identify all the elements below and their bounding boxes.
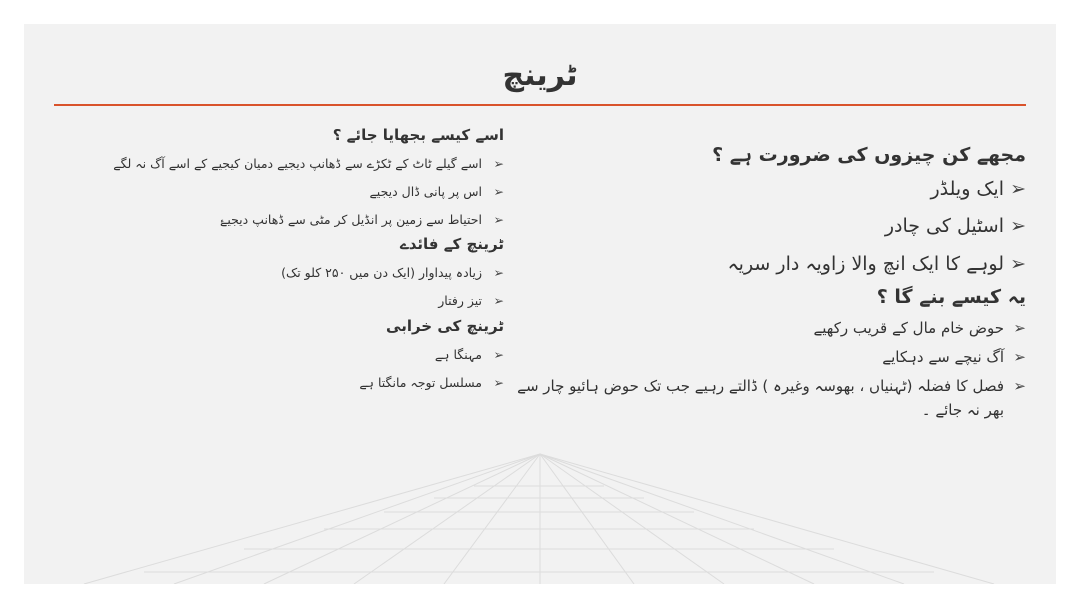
needs-item: [506, 211, 1026, 242]
right-column: [506, 140, 1026, 427]
extinguish-item-text: احتیاط سے زمین پر انڈیل کر مٹی سے ڈھانپ دیجیۓ: [220, 211, 482, 227]
drawbacks-item-text: مہنگا ہے: [434, 346, 482, 362]
needs-item: [506, 249, 1026, 280]
how-item-text: حوض خام مال کے قریب رکھیے: [813, 319, 1004, 338]
how-heading: یہ کیسے بنے گا ؟: [876, 286, 1026, 309]
how-item: [506, 374, 1026, 424]
arrow-bullet-icon: ➢: [1010, 178, 1026, 200]
needs-heading: مجھے کن چیزوں کی ضرورت ہے ؟: [712, 144, 1026, 166]
benefits-item-text: تیز رفتار: [438, 293, 482, 308]
extinguish-item: [64, 180, 504, 204]
slide: [24, 24, 1056, 584]
arrow-bullet-icon: ➢: [1013, 376, 1026, 395]
drawbacks-item: [64, 371, 504, 395]
how-item-text: فصل کا فضلہ (ٹہنیاں ، بھوسہ وغیرہ ) ڈالتے رہیے جب تک حوض ہائیو چار سے بھر نہ جائے ۔: [517, 376, 1004, 420]
title-underline: [54, 104, 1026, 106]
how-item: [506, 345, 1026, 370]
needs-item: [506, 174, 1026, 205]
benefits-heading: ٹرینچ کے فائدے: [399, 235, 504, 254]
drawbacks-item-text: مسلسل توجہ مانگتا ہے: [359, 374, 482, 390]
arrow-bullet-icon: ➢: [493, 183, 504, 199]
arrow-bullet-icon: ➢: [1010, 215, 1026, 238]
arrow-bullet-icon: ➢: [493, 293, 504, 308]
extinguish-heading: اسے کیسے بجھایا جائے ؟: [332, 126, 504, 144]
arrow-bullet-icon: ➢: [493, 374, 504, 390]
extinguish-item: [64, 152, 504, 176]
extinguish-item: [64, 208, 504, 232]
arrow-bullet-icon: ➢: [493, 346, 504, 362]
arrow-bullet-icon: ➢: [1010, 252, 1026, 275]
how-item: [506, 316, 1026, 341]
drawbacks-item: [64, 343, 504, 367]
extinguish-item-text: اس پر پانی ڈال دیجیے: [369, 183, 482, 199]
left-column: [64, 124, 504, 398]
benefits-item-text: زیادہ پیداوار (ایک دن میں ۲۵۰ کلو تک): [281, 265, 482, 281]
extinguish-item-text: اسے گیلے ٹاٹ کے ٹکڑے سے ڈھانپ دیجیے دمیان کیجیے کے اسے آگ نہ لگے: [113, 156, 482, 171]
benefits-item: [64, 261, 504, 285]
needs-item-text: اسٹیل کی چادر: [884, 215, 1004, 238]
how-item-text: آگ نیچے سے دہکایے: [882, 347, 1004, 366]
arrow-bullet-icon: ➢: [493, 211, 504, 227]
arrow-bullet-icon: ➢: [1013, 319, 1026, 338]
drawbacks-heading: ٹرینچ کی خرابی: [386, 316, 504, 335]
arrow-bullet-icon: ➢: [493, 156, 504, 171]
needs-item-text: ایک ویلڈر: [930, 178, 1004, 200]
arrow-bullet-icon: ➢: [1013, 347, 1026, 366]
benefits-item: [64, 289, 504, 313]
slide-title: ٹرینچ: [502, 58, 578, 93]
needs-item-text: لوہے کا ایک انچ والا زاویہ دار سریہ: [727, 252, 1004, 275]
arrow-bullet-icon: ➢: [493, 265, 504, 281]
